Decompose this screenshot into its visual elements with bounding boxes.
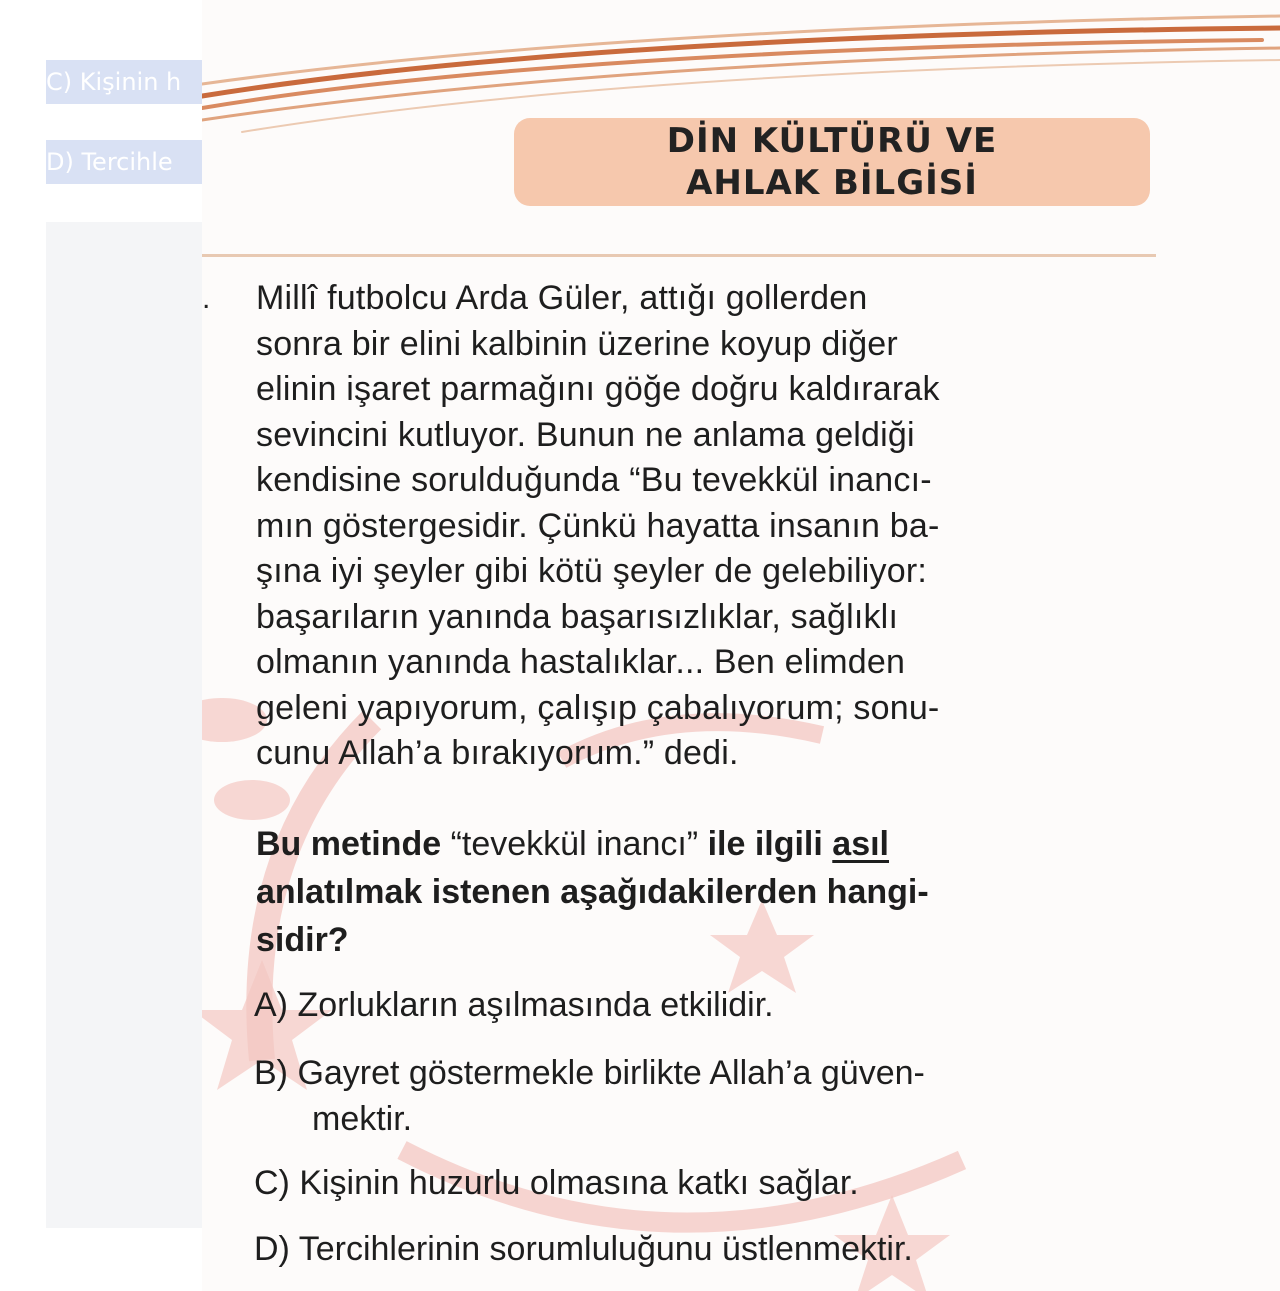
passage-line: şına iyi şeyler gibi kötü şeyler de gelebiliyor: (256, 552, 928, 590)
subject-title-line-1: DİN KÜLTÜRÜ VE (666, 121, 998, 161)
question-quoted-term: “tevekkül inancı” (450, 825, 699, 863)
background-panel (46, 222, 202, 1228)
background-option-c[interactable] (46, 60, 202, 104)
subject-title-line-2: AHLAK BİLGİSİ (686, 163, 978, 203)
background-option-d[interactable] (46, 140, 202, 184)
passage-line: başarıların yanında başarısızlıklar, sağlıklı (256, 597, 899, 636)
passage-line: cunu Allah’a bırakıyorum.” dedi. (256, 734, 739, 772)
question-bold-text: ile ilgili (707, 825, 823, 863)
question-underlined-word: asıl (832, 825, 889, 863)
answer-option-b (254, 1050, 1174, 1142)
passage-line: geleni yapıyorum, çalışıp çabalıyorum; sonu- (256, 688, 940, 727)
answer-option-b-line-1: B) Gayret göstermekle birlikte Allah’a güven- (254, 1054, 925, 1092)
passage-line: mın göstergesidir. Çünkü hayatta insanın ba- (256, 506, 940, 545)
passage-line: sonra bir elini kalbinin üzerine koyup diğer (256, 324, 898, 363)
question-stem-line-2: anlatılmak istenen aşağıdakilerden hangi- (256, 873, 929, 911)
answer-option-c: C) Kişinin huzurlu olmasına katkı sağlar. (254, 1164, 859, 1202)
passage-line: Millî futbolcu Arda Güler, attığı gollerden (256, 279, 868, 317)
answer-option-a: A) Zorlukların aşılmasında etkilidir. (254, 986, 774, 1024)
question-stem-line-1 (256, 820, 1156, 868)
question-bullet: . (202, 282, 211, 315)
background-option-d-text: D) Tercihle (46, 148, 173, 176)
exam-question-image (202, 0, 1280, 1291)
passage-line: elinin işaret parmağını göğe doğru kaldırarak (256, 370, 940, 408)
question-stem (256, 820, 1156, 964)
question-bold-text: Bu metinde (256, 825, 442, 863)
answer-option-b-line-2: mektir. (312, 1100, 413, 1138)
answer-option-d: D) Tercihlerinin sorumluluğunu üstlenmektir. (254, 1230, 913, 1268)
question-stem-line-3: sidir? (256, 921, 349, 959)
background-option-c-text: C) Kişinin h (46, 68, 182, 96)
question-passage (256, 276, 1156, 777)
passage-line: sevincini kutluyor. Bunun ne anlama geldiği (256, 415, 915, 454)
divider-rule (202, 254, 1156, 257)
subject-title-box (514, 118, 1150, 206)
passage-line: olmanın yanında hastalıklar... Ben elimden (256, 643, 906, 681)
passage-line: kendisine sorulduğunda “Bu tevekkül inancı- (256, 461, 932, 499)
